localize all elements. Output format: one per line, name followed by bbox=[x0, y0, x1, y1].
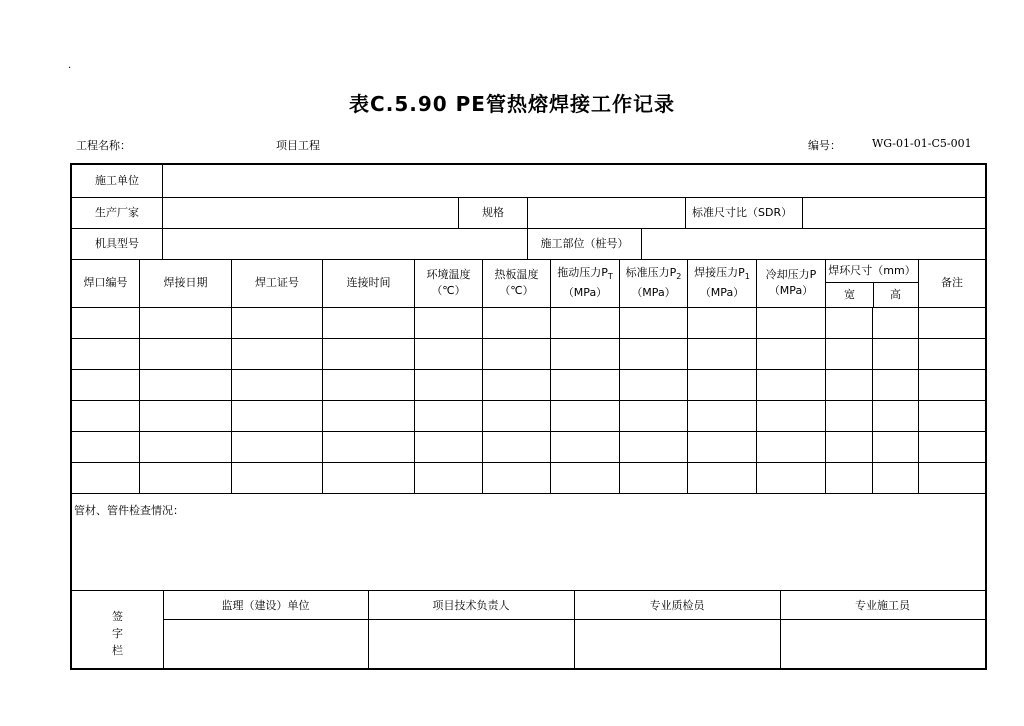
weld-pressure-title: 焊接压力P bbox=[694, 265, 745, 279]
location-field[interactable] bbox=[642, 228, 985, 259]
signature-tech-lead: 项目技术负责人 bbox=[432, 599, 510, 612]
header-drag-pressure bbox=[551, 259, 620, 307]
header-remarks: 备注 bbox=[941, 276, 963, 289]
machine-model-label: 机具型号 bbox=[72, 228, 163, 259]
header-env-temp bbox=[415, 259, 483, 307]
page-dot: . bbox=[68, 60, 72, 71]
constructor-sign-field[interactable] bbox=[781, 620, 985, 668]
std-pressure-title: 标准压力P bbox=[625, 265, 677, 279]
cool-pressure-unit: （MPa） bbox=[768, 284, 814, 297]
project-name-value: 项目工程 bbox=[276, 139, 320, 152]
col-divider bbox=[619, 307, 620, 494]
row-divider bbox=[72, 338, 985, 339]
col-divider bbox=[756, 307, 757, 494]
header-weld-pressure bbox=[688, 259, 757, 307]
plate-temp-unit: （℃） bbox=[499, 284, 534, 297]
spec-label: 规格 bbox=[459, 197, 528, 228]
weld-pressure-unit: （MPa） bbox=[699, 286, 745, 300]
spec-field[interactable] bbox=[528, 197, 686, 228]
col-divider bbox=[231, 307, 232, 494]
col-divider bbox=[322, 307, 323, 494]
inspection-label: 管材、管件检查情况： bbox=[74, 504, 184, 517]
signature-constructor: 专业施工员 bbox=[855, 599, 910, 612]
cool-pressure-title: 冷却压力P bbox=[765, 268, 817, 281]
drag-pressure-unit: （MPa） bbox=[562, 286, 608, 300]
header-connect-time: 连接时间 bbox=[323, 259, 415, 307]
manufacturer-field[interactable] bbox=[163, 197, 459, 228]
location-label: 施工部位（桩号） bbox=[528, 228, 642, 259]
row-manufacturer bbox=[72, 197, 985, 229]
signature-supervisor: 监理（建设）单位 bbox=[221, 599, 310, 612]
col-divider bbox=[414, 307, 415, 494]
col-divider bbox=[825, 307, 826, 494]
row-divider bbox=[72, 462, 985, 463]
project-name-label: 工程名称： bbox=[76, 139, 131, 152]
signature-label-cell bbox=[72, 591, 164, 668]
row-divider bbox=[72, 431, 985, 432]
code-value: WG-01-01-C5-001 bbox=[872, 137, 972, 150]
signature-quality-inspector: 专业质检员 bbox=[649, 599, 705, 612]
drag-pressure-title: 拖动压力P bbox=[557, 265, 608, 279]
ring-size-title: 焊环尺寸（mm） bbox=[826, 259, 918, 283]
signature-char-2: 字 bbox=[112, 627, 123, 640]
construction-unit-label: 施工单位 bbox=[72, 165, 163, 197]
plate-temp-title: 热板温度 bbox=[494, 268, 539, 281]
header-cool-pressure bbox=[757, 259, 826, 307]
signature-char-3: 栏 bbox=[112, 644, 123, 657]
drag-pressure-sub: T bbox=[607, 272, 613, 282]
construction-unit-field[interactable] bbox=[163, 165, 985, 197]
code-label: 编号： bbox=[808, 139, 841, 152]
std-pressure-sub: 2 bbox=[676, 272, 682, 282]
quality-inspector-sign-field[interactable] bbox=[575, 620, 779, 668]
row-divider bbox=[72, 369, 985, 370]
page-title: 表C.5.90 PE管热熔焊接工作记录 bbox=[349, 92, 675, 116]
supervisor-sign-field[interactable] bbox=[164, 620, 367, 668]
std-pressure-unit: （MPa） bbox=[631, 286, 676, 300]
row-machine-model bbox=[72, 228, 985, 260]
table-header bbox=[72, 259, 985, 308]
ring-width-header: 宽 bbox=[826, 283, 874, 307]
tech-lead-sign-field[interactable] bbox=[369, 620, 573, 668]
sdr-label: 标准尺寸比（SDR） bbox=[686, 197, 803, 228]
inspection-field[interactable] bbox=[72, 494, 985, 591]
col-divider bbox=[687, 307, 688, 494]
col-divider bbox=[918, 307, 919, 494]
header-plate-temp bbox=[483, 259, 551, 307]
env-temp-title: 环境温度 bbox=[426, 268, 471, 281]
data-rows bbox=[72, 307, 985, 494]
record-form bbox=[70, 163, 987, 670]
manufacturer-label: 生产厂家 bbox=[72, 197, 163, 228]
col-divider bbox=[482, 307, 483, 494]
ring-height-header: 高 bbox=[890, 288, 901, 301]
header-weld-date: 焊接日期 bbox=[140, 259, 232, 307]
header-welder-cert: 焊工证号 bbox=[232, 259, 323, 307]
col-divider bbox=[872, 307, 873, 494]
env-temp-unit: （℃） bbox=[431, 284, 466, 297]
weld-pressure-sub: 1 bbox=[744, 272, 750, 282]
sdr-field[interactable] bbox=[803, 197, 985, 228]
col-divider bbox=[550, 307, 551, 494]
machine-model-field[interactable] bbox=[163, 228, 528, 259]
col-divider bbox=[139, 307, 140, 494]
row-construction-unit bbox=[72, 165, 985, 198]
header-weld-no: 焊口编号 bbox=[72, 259, 140, 307]
header-std-pressure bbox=[620, 259, 688, 307]
header-ring-size-group bbox=[826, 259, 919, 307]
signature-char-1: 签 bbox=[112, 610, 123, 623]
row-divider bbox=[72, 400, 985, 401]
